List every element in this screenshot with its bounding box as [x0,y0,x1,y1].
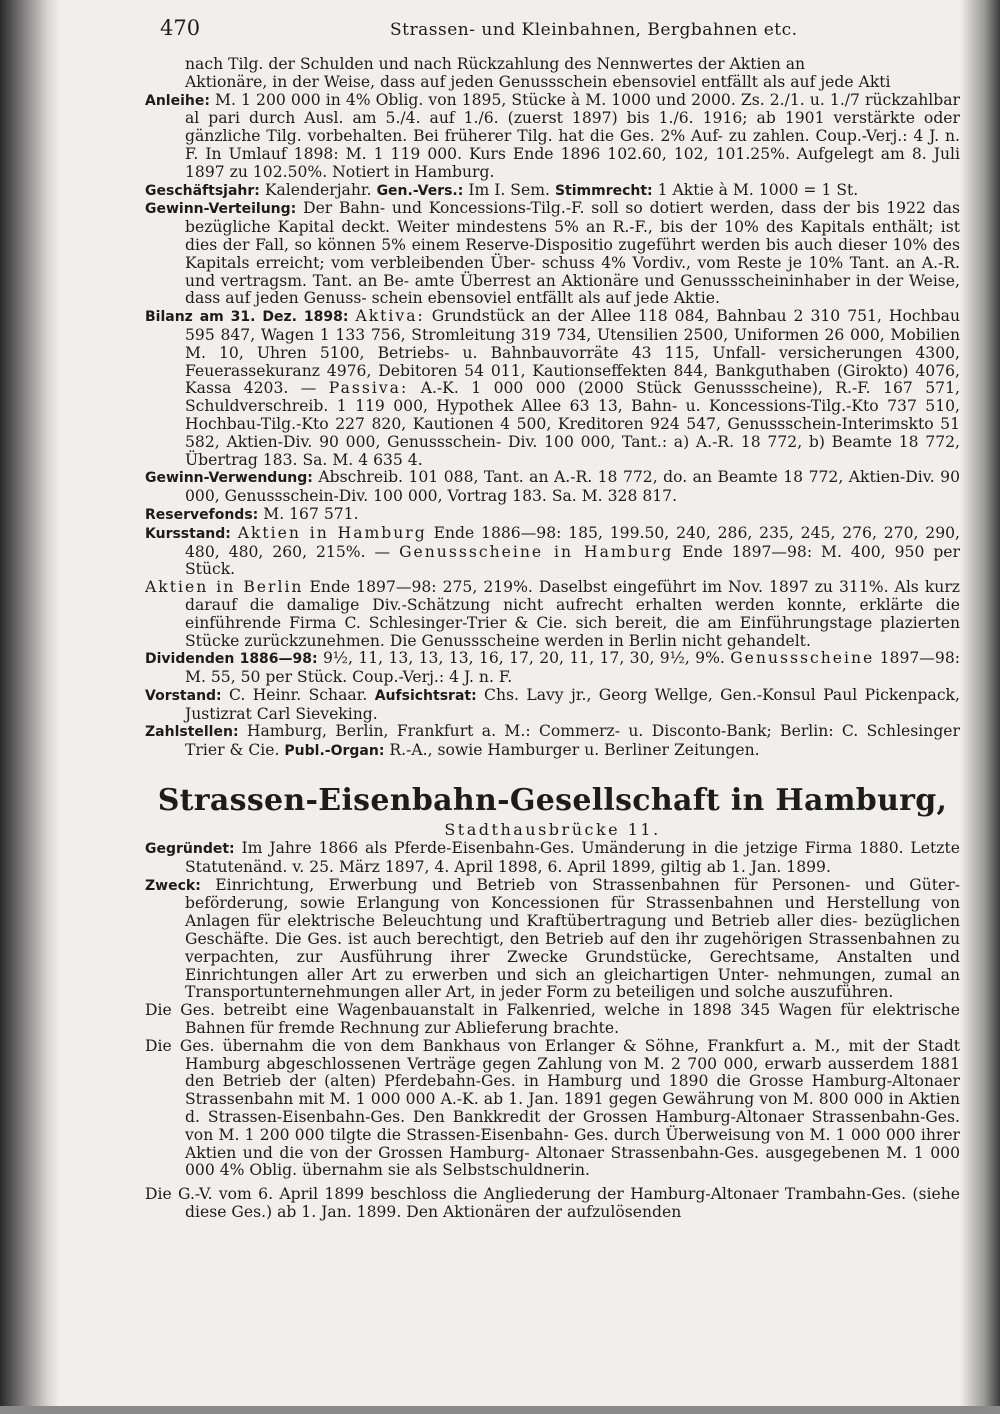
paragraph: Die Ges. übernahm die von dem Bankhaus von Erlanger & Söhne, Frankfurt a. M., mit der Stadt Hamburg abgeschlossenen Verträge gegen Zahlung von M. 2 700 000, erwarb ausserdem 1881 den Betrieb der (alten) Pferdebahn-Ges. in Hamburg und 1890 die Grosse Hamburg-Altonaer Strassenbahn mit M. 1 000 000 A.-K. ab 1. Jan. 1891 gegen Gewährung von M. 800 000 in Aktien d. Strassen-Eisenbahn-Ges. Den Bankkredit der Grossen Hamburg-Altonaer Strassenbahn-Ges. von M. 1 200 000 tilgte die Strassen-Eisenbahn- Ges. durch Überweisung von M. 1 000 000 ihrer Aktien und die von der Grossen Hamburg- Altonaer Strassenbahn-Ges. ausgegebenen M. 1 000 000 4% Oblig. übernahm sie als Selbstschuldnerin. [145,1037,960,1180]
kurs-aktien-hamburg: Aktien in Hamburg [237,524,427,542]
zahlstellen-text: Hamburg, Berlin, Frankfurt a. M.: Commerz- u. Disconto-Bank; Berlin: C. Schlesinger Trier & Cie. [185,723,960,760]
aufsichtsrat-label: Aufsichtsrat: [374,687,477,704]
zahlstellen-entry [145,723,960,761]
gegruendet-label: Gegründet: [145,841,235,858]
kursstand-label: Kursstand: [145,525,231,542]
reservefonds-text: M. 167 571. [263,505,359,523]
stimmrecht-label: Stimmrecht: [554,182,653,199]
zahlstellen-label: Zahlstellen: [145,724,239,741]
company-address: Stadthausbrücke 11. [444,820,661,840]
vorstand-text: C. Heinr. Schaar. [229,686,368,704]
vorstand-entry [145,687,960,724]
kurs-text-2: Ende 1897—98: M. 400, 950 per Stück. [185,542,960,579]
kursstand-entry [145,525,960,579]
aufsichtsrat-text: Chs. Lavy jr., Georg Wellge, Gen.-Konsul Paul Pickenpack, Justizrat Carl Sieveking. [185,686,960,723]
company-title: Strassen-Eisenbahn-Gesellschaft in Hamburg, [157,783,948,819]
dividenden-text-1: 9½, 11, 13, 13, 13, 16, 17, 20, 11, 17, 30, 9½, 9%. [322,650,725,668]
reservefonds-label: Reservefonds: [145,506,259,523]
kurs-aktien-berlin: Aktien in Berlin [145,579,304,597]
bilanz-entry [145,308,960,469]
vorstand-label: Vorstand: [145,687,222,704]
stimmrecht-text: 1 Aktie à M. 1000 = 1 St. [657,181,859,199]
intro-line: nach Tilg. der Schulden und nach Rückzahlung des Nennwertes der Aktien an [185,56,806,73]
gj-label: Geschäftsjahr: [145,182,260,199]
kurs-text-1: Ende 1886—98: 185, 199.50, 240, 286, 235, 245, 276, 270, 290, 480, 480, 260, 215%. — [185,524,960,561]
publ-organ-text: R.-A., sowie Hamburger u. Berliner Zeitungen. [389,741,760,760]
bilanz-passiva-text: A.-K. 1 000 000 (2000 Stück Genussscheine), R.-F. 167 571, Schuldverschreib. 1 119 000, Hypothek Allee 63 13, Bahn- u. Koncessions-Tilg.-Kto 737 510, Hochbau-Tilg.-Kto 227 820, Kautionen 4 500, Kreditoren 924 547, Genussschein-Interimskto 51 582, Aktien-Div. 90 000, Genussschein- Div. 100 000, Tant.: a) A.-R. 18 772, b) Beamte 18 772, Übertrag 183. Sa. M. 4 635 4. [185,379,960,469]
intro-line: Aktionäre, in der Weise, dass auf jeden Genussschein ebensoviel entfällt als auf jede Akti [185,73,891,91]
gegruendet-text: Im Jahre 1866 als Pferde-Eisenbahn-Ges. Umänderung in die jetzige Firma 1880. Letzte Statutenänd. v. 25. März 1897, 4. April 1898, 6. April 1899, giltig ab 1. Jan. 1899. [185,840,960,876]
gewinn-label: Gewinn-Verteilung: [145,201,297,218]
zweck-label: Zweck: [145,877,201,894]
gewinn-verwendung-entry [145,469,960,506]
zweck-text: Einrichtung, Erwerbung und Betrieb von Strassenbahnen für Personen- und Güter- beförderung, sowie Erlangung von Koncessionen für Strassenbahnen und Herstellung von Anlagen für elektrische Beleuchtung und Kraftübertragung und Betrieb aller dies- bezüglichen Geschäfte. Die Ges. ist auch berechtigt, den Betrieb auf den ihr zugehörigen Strassenbahnen zu verpachten, zur Ausführung ihrer Zwecke Grundstücke, Gerechtsame, Anstalten und Einrichtungen aller Art zu erwerben und sich an gleichartigen Unter- nehmungen, zumal an Transportunternehmungen aller Art, in jeder Form zu beteiligen und solche auszuführen. [185,876,960,1002]
publ-organ-label: Publ.-Organ: [284,743,385,760]
gv-text: Im I. Sem. [468,181,550,199]
gewinn-verteilung-entry [145,200,960,308]
kurs-genussscheine: Genussscheine in Hamburg [399,542,674,561]
text-column [145,16,960,1406]
gegruendet-entry [145,840,960,877]
page-header [145,16,960,56]
anleihe-label: Anleihe: [145,92,210,109]
page-gutter-shadow [0,0,60,1414]
gewinn-text: Der Bahn- und Koncessions-Tilg.-F. soll so dotiert werden, dass der bis 1922 das bezügliche Kapital deckt. Weiter mindestens 5% an R.-F., bis der 10% des Kapitals enthält; ist dies der Fall, so können 5% einem Reserve-Dispositio zugeführt werden bis auch dieser 10% des Kapitals erreicht; vom verbleibenden Über- schuss 4% Vordiv., vom Reste je 10% Tant. an A.-R. und vertragsm. Tant. an Be- amte Überrest an Aktionäre und Genussscheininhaber in der Weise, dass auf jeden Genuss- schein ebensoviel entfällt als auf jede Aktie. [185,200,960,308]
anleihe-text: M. 1 200 000 in 4% Oblig. von 1895, Stücke à M. 1000 und 2000. Zs. 2./1. u. 1./7 rückzahlbar al pari durch Ausl. am 5./4. auf 1./6. (zuerst 1897) bis 1./6. 1916; ab 1901 verstärkte oder gänzliche Tilg. vorbehalten. Bei früherer Tilg. hat die Ges. 2% Auf- zu zahlen. Coup.-Verj.: 4 J. n. F. In Umlauf 1898: M. 1 119 000. Kurs Ende 1896 102.60, 102, 101.25%. Aufgelegt am 8. Juli 1897 zu 102.50%. Notiert in Hamburg. [185,91,960,181]
gewinn-verwendung-label: Gewinn-Verwendung: [145,470,313,487]
paragraph: Die Ges. betreibt eine Wagenbauanstalt in Falkenried, welche in 1898 345 Wagen für elektrische Bahnen für fremde Rechnung zur Ablieferung brachte. [145,1002,960,1038]
bilanz-label: Bilanz am 31. Dez. 1898: [145,309,349,326]
page-edge-shadow [960,0,1000,1414]
gv-label: Gen.-Vers.: [376,182,464,199]
anleihe-entry [145,92,960,182]
running-head: Strassen- und Kleinbahnen, Bergbahnen etc. [390,20,798,40]
kurs-berlin-entry [145,579,960,650]
dividenden-genussscheine: Genussscheine [730,650,875,668]
geschaeftsjahr-entry [145,182,960,201]
kurs-text-3: Ende 1897—98: 275, 219%. Daselbst eingeführt im Nov. 1897 zu 311%. Als kurz darauf die damalige Div.-Schätzung nicht aufrecht erhalten werden konnte, erklärte die einführende Firma C. Schlesinger-Trier & Cie. sich bereit, die am Einführungstage plazierten Stücke zurückzunehmen. Die Genussscheine werden in Berlin nicht gehandelt. [185,579,960,650]
page-number: 470 [160,16,201,40]
paragraph: Die G.-V. vom 6. April 1899 beschloss die Angliederung der Hamburg-Altonaer Trambahn-Ges. (siehe diese Ges.) ab 1. Jan. 1899. Den Aktionären der aufzulösenden [145,1186,960,1222]
gewinn-verwendung-text: Abschreib. 101 088, Tant. an A.-R. 18 772, do. an Beamte 18 772, Aktien-Div. 90 000, Genussschein-Div. 100 000, Vortrag 183. Sa. M. 328 817. [185,469,960,506]
page-bottom-edge [0,1406,1000,1414]
dividenden-text-2: 1897—98: M. 55, 50 per Stück. Coup.-Verj.: 4 J. n. F. [185,650,960,687]
gj-text: Kalenderjahr. [264,181,372,199]
reservefonds-entry [145,506,960,525]
aktiva-label: Aktiva: [355,308,425,326]
passiva-label: Passiva: [328,379,409,398]
zweck-entry [145,877,960,1003]
dividenden-label: Dividenden 1886—98: [145,651,318,668]
dividenden-entry [145,650,960,687]
bilanz-aktiva-text: Grundstück an der Allee 118 084, Bahnbau 2 310 751, Hochbau 595 847, Wagen 1 133 756, Stromleitung 319 734, Utensilien 2500, Uniformen 26 000, Mobilien M. 10, Uhren 5100, Betriebs- u. Bahnbauvorräte 43 115, Unfall- versicherungen 4300, Feuerassekuranz 4976, Debitoren 54 011, Kautionseffekten 844, Bankguthaben (Girokto) 4076, Kassa 4203. — [185,308,960,398]
